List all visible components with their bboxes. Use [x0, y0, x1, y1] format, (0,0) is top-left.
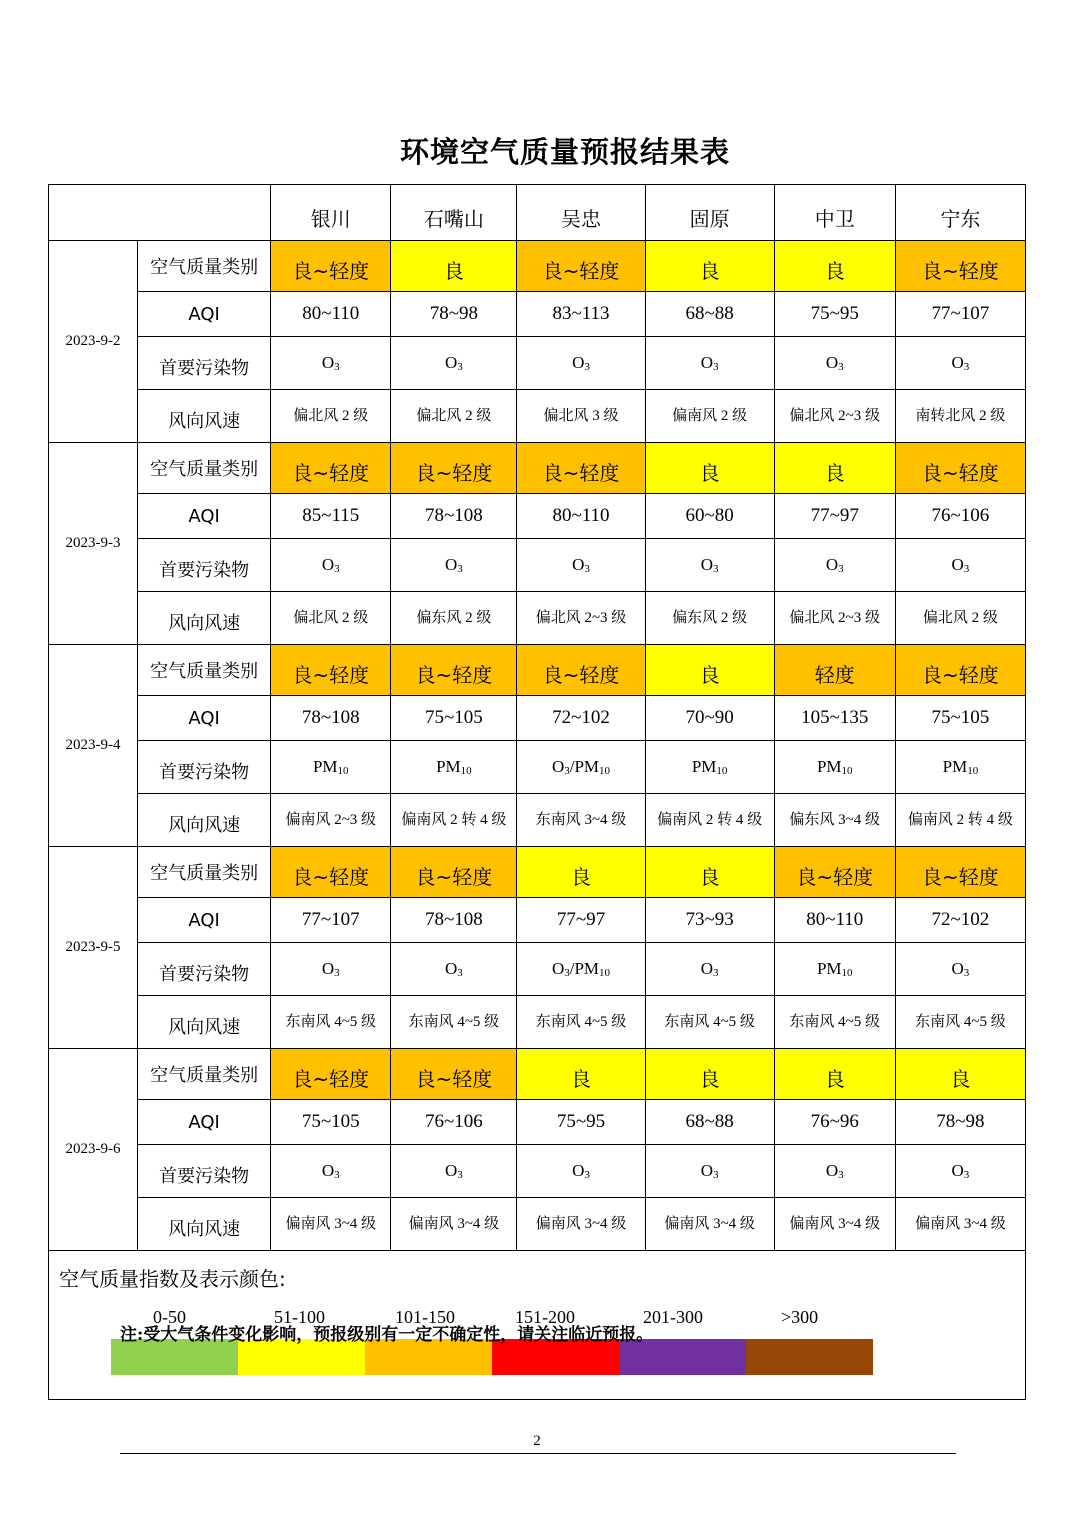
quality-cell: 良 — [774, 1049, 895, 1100]
header-corner — [49, 185, 271, 241]
quality-cell: 良~轻度 — [271, 847, 391, 898]
wind-cell: 偏南风 3~4 级 — [895, 1198, 1025, 1251]
row-aqi — [49, 1100, 1026, 1145]
pollutant-cell: $O_3$ — [517, 539, 645, 592]
quality-cell: 良~轻度 — [271, 443, 391, 494]
wind-cell: 偏北风 2~3 级 — [774, 592, 895, 645]
header-row — [49, 185, 1026, 241]
row-pollutant — [49, 337, 1026, 390]
wind-cell: 东南风 4~5 级 — [895, 996, 1025, 1049]
wind-cell: 偏南风 2 转 4 级 — [895, 794, 1025, 847]
wind-cell: 东南风 4~5 级 — [645, 996, 774, 1049]
wind-cell: 偏北风 2~3 级 — [517, 592, 645, 645]
row-label: 风向风速 — [138, 794, 271, 847]
aqi-cell: 77~107 — [895, 292, 1025, 337]
row-label: 风向风速 — [138, 592, 271, 645]
quality-cell: 良~轻度 — [391, 443, 517, 494]
row-wind — [49, 1198, 1026, 1251]
pollutant-cell: $O_3$ — [391, 337, 517, 390]
wind-cell: 偏南风 2~3 级 — [271, 794, 391, 847]
quality-cell: 良~轻度 — [391, 847, 517, 898]
aqi-cell: 75~95 — [774, 292, 895, 337]
city-header: 吴忠 — [517, 185, 645, 241]
quality-cell: 良 — [645, 241, 774, 292]
legend-swatch — [746, 1339, 873, 1375]
city-header: 石嘴山 — [391, 185, 517, 241]
quality-cell: 良~轻度 — [517, 645, 645, 696]
pollutant-cell: $O_3$ — [517, 1145, 645, 1198]
row-label: 首要污染物 — [138, 539, 271, 592]
wind-cell: 偏南风 3~4 级 — [774, 1198, 895, 1251]
pollutant-cell: $O_3/PM_{10}$ — [517, 943, 645, 996]
aqi-cell: 80~110 — [774, 898, 895, 943]
forecast-table — [48, 184, 1026, 1400]
quality-cell: 良~轻度 — [895, 645, 1025, 696]
aqi-cell: 70~90 — [645, 696, 774, 741]
aqi-cell: 78~108 — [391, 494, 517, 539]
row-pollutant — [49, 1145, 1026, 1198]
page-number: 2 — [533, 1433, 541, 1449]
aqi-cell: 77~97 — [517, 898, 645, 943]
city-header: 固原 — [645, 185, 774, 241]
row-label: 空气质量类别 — [138, 443, 271, 494]
legend-title: 空气质量指数及表示颜色: — [59, 1267, 286, 1291]
aqi-cell: 68~88 — [645, 1100, 774, 1145]
quality-cell: 良 — [391, 241, 517, 292]
quality-cell: 良 — [517, 847, 645, 898]
legend-label: 201-300 — [643, 1307, 703, 1327]
row-label: 空气质量类别 — [138, 241, 271, 292]
row-quality — [49, 847, 1026, 898]
pollutant-cell: $O_3$ — [517, 337, 645, 390]
aqi-cell: 78~108 — [271, 696, 391, 741]
pollutant-cell: $O_3$ — [645, 943, 774, 996]
aqi-cell: 76~96 — [774, 1100, 895, 1145]
quality-cell: 良 — [645, 443, 774, 494]
wind-cell: 偏北风 2 级 — [271, 390, 391, 443]
wind-cell: 偏东风 2 级 — [645, 592, 774, 645]
wind-cell: 偏南风 2 转 4 级 — [645, 794, 774, 847]
aqi-cell: 73~93 — [645, 898, 774, 943]
legend-label: 101-150 — [395, 1307, 455, 1327]
row-aqi — [49, 696, 1026, 741]
wind-cell: 偏北风 2~3 级 — [774, 390, 895, 443]
date-cell: 2023-9-6 — [49, 1049, 138, 1251]
aqi-cell: 105~135 — [774, 696, 895, 741]
row-aqi — [49, 898, 1026, 943]
quality-cell: 良 — [895, 1049, 1025, 1100]
row-quality — [49, 645, 1026, 696]
aqi-cell: 68~88 — [645, 292, 774, 337]
pollutant-cell: $PM_{10}$ — [271, 741, 391, 794]
pollutant-cell: $PM_{10}$ — [895, 741, 1025, 794]
wind-cell: 偏北风 2 级 — [271, 592, 391, 645]
row-label: 空气质量类别 — [138, 847, 271, 898]
date-cell: 2023-9-5 — [49, 847, 138, 1049]
row-pollutant — [49, 943, 1026, 996]
city-header: 中卫 — [774, 185, 895, 241]
row-wind — [49, 794, 1026, 847]
date-cell: 2023-9-3 — [49, 443, 138, 645]
row-label: AQI — [138, 494, 271, 539]
quality-cell: 良 — [517, 1049, 645, 1100]
aqi-cell: 75~105 — [895, 696, 1025, 741]
pollutant-cell: $O_3$ — [895, 943, 1025, 996]
quality-cell: 良~轻度 — [517, 241, 645, 292]
quality-cell: 良 — [645, 847, 774, 898]
pollutant-cell: $O_3$ — [271, 539, 391, 592]
aqi-cell: 80~110 — [271, 292, 391, 337]
aqi-cell: 72~102 — [895, 898, 1025, 943]
pollutant-cell: $O_3$ — [271, 1145, 391, 1198]
row-quality — [49, 1049, 1026, 1100]
pollutant-cell: $PM_{10}$ — [774, 741, 895, 794]
city-header: 宁东 — [895, 185, 1025, 241]
quality-cell: 良 — [645, 645, 774, 696]
quality-cell: 良 — [774, 443, 895, 494]
pollutant-cell: $O_3$ — [391, 943, 517, 996]
row-aqi — [49, 292, 1026, 337]
aqi-cell: 76~106 — [391, 1100, 517, 1145]
legend-label: >300 — [781, 1307, 819, 1327]
row-label: 首要污染物 — [138, 1145, 271, 1198]
aqi-cell: 78~98 — [391, 292, 517, 337]
wind-cell: 偏北风 2 级 — [391, 390, 517, 443]
aqi-cell: 80~110 — [517, 494, 645, 539]
row-pollutant — [49, 539, 1026, 592]
wind-cell: 偏北风 3 级 — [517, 390, 645, 443]
wind-cell: 东南风 4~5 级 — [774, 996, 895, 1049]
aqi-cell: 83~113 — [517, 292, 645, 337]
quality-cell: 良~轻度 — [271, 645, 391, 696]
wind-cell: 偏南风 3~4 级 — [645, 1198, 774, 1251]
pollutant-cell: $PM_{10}$ — [645, 741, 774, 794]
footer-rule — [120, 1453, 956, 1454]
aqi-cell: 77~107 — [271, 898, 391, 943]
quality-cell: 良~轻度 — [391, 645, 517, 696]
row-label: 首要污染物 — [138, 943, 271, 996]
pollutant-cell: $O_3$ — [774, 539, 895, 592]
wind-cell: 偏南风 3~4 级 — [517, 1198, 645, 1251]
pollutant-cell: $PM_{10}$ — [391, 741, 517, 794]
row-wind — [49, 390, 1026, 443]
row-label: 风向风速 — [138, 390, 271, 443]
wind-cell: 偏东风 2 级 — [391, 592, 517, 645]
wind-cell: 偏南风 2 级 — [645, 390, 774, 443]
pollutant-cell: $O_3$ — [271, 337, 391, 390]
row-label: AQI — [138, 898, 271, 943]
row-aqi — [49, 494, 1026, 539]
aqi-cell: 85~115 — [271, 494, 391, 539]
row-label: 风向风速 — [138, 996, 271, 1049]
aqi-cell: 75~105 — [271, 1100, 391, 1145]
row-label: 首要污染物 — [138, 741, 271, 794]
row-label: 首要污染物 — [138, 337, 271, 390]
quality-cell: 良 — [774, 241, 895, 292]
legend-label: 151-200 — [515, 1307, 575, 1327]
aqi-cell: 78~98 — [895, 1100, 1025, 1145]
row-pollutant — [49, 741, 1026, 794]
quality-cell: 良 — [645, 1049, 774, 1100]
aqi-cell: 75~105 — [391, 696, 517, 741]
pollutant-cell: $O_3$ — [895, 539, 1025, 592]
pollutant-cell: $O_3$ — [774, 1145, 895, 1198]
aqi-cell: 75~95 — [517, 1100, 645, 1145]
quality-cell: 轻度 — [774, 645, 895, 696]
aqi-cell: 72~102 — [517, 696, 645, 741]
row-label: 风向风速 — [138, 1198, 271, 1251]
wind-cell: 偏南风 3~4 级 — [391, 1198, 517, 1251]
quality-cell: 良~轻度 — [271, 241, 391, 292]
pollutant-cell: $O_3$ — [391, 539, 517, 592]
pollutant-cell: $O_3$ — [271, 943, 391, 996]
aqi-cell: 76~106 — [895, 494, 1025, 539]
pollutant-cell: $O_3$ — [774, 337, 895, 390]
row-wind — [49, 592, 1026, 645]
wind-cell: 偏南风 2 转 4 级 — [391, 794, 517, 847]
row-label: AQI — [138, 1100, 271, 1145]
wind-cell: 东南风 4~5 级 — [271, 996, 391, 1049]
pollutant-cell: $O_3/PM_{10}$ — [517, 741, 645, 794]
wind-cell: 偏南风 3~4 级 — [271, 1198, 391, 1251]
quality-cell: 良~轻度 — [271, 1049, 391, 1100]
page-title: 环境空气质量预报结果表 — [399, 135, 730, 169]
legend-label: 0-50 — [153, 1307, 186, 1327]
wind-cell: 东南风 4~5 级 — [517, 996, 645, 1049]
row-quality — [49, 443, 1026, 494]
legend-label: 51-100 — [274, 1307, 325, 1327]
pollutant-cell: $O_3$ — [391, 1145, 517, 1198]
pollutant-cell: $O_3$ — [645, 539, 774, 592]
aqi-cell: 60~80 — [645, 494, 774, 539]
aqi-cell: 77~97 — [774, 494, 895, 539]
pollutant-cell: $O_3$ — [895, 1145, 1025, 1198]
footnote: 注:受大气条件变化影响，预报级别有一定不确定性，请关注临近预报。 — [120, 1325, 654, 1345]
city-header: 银川 — [271, 185, 391, 241]
row-label: AQI — [138, 292, 271, 337]
pollutant-cell: $PM_{10}$ — [774, 943, 895, 996]
row-quality — [49, 241, 1026, 292]
pollutant-cell: $O_3$ — [645, 1145, 774, 1198]
wind-cell: 偏东风 3~4 级 — [774, 794, 895, 847]
wind-cell: 东南风 3~4 级 — [517, 794, 645, 847]
quality-cell: 良~轻度 — [391, 1049, 517, 1100]
quality-cell: 良~轻度 — [895, 847, 1025, 898]
aqi-cell: 78~108 — [391, 898, 517, 943]
quality-cell: 良~轻度 — [517, 443, 645, 494]
date-cell: 2023-9-4 — [49, 645, 138, 847]
pollutant-cell: $O_3$ — [645, 337, 774, 390]
row-wind — [49, 996, 1026, 1049]
date-cell: 2023-9-2 — [49, 241, 138, 443]
quality-cell: 良~轻度 — [895, 241, 1025, 292]
row-label: 空气质量类别 — [138, 645, 271, 696]
wind-cell: 东南风 4~5 级 — [391, 996, 517, 1049]
quality-cell: 良~轻度 — [895, 443, 1025, 494]
row-label: 空气质量类别 — [138, 1049, 271, 1100]
pollutant-cell: $O_3$ — [895, 337, 1025, 390]
wind-cell: 南转北风 2 级 — [895, 390, 1025, 443]
quality-cell: 良~轻度 — [774, 847, 895, 898]
row-label: AQI — [138, 696, 271, 741]
wind-cell: 偏北风 2 级 — [895, 592, 1025, 645]
